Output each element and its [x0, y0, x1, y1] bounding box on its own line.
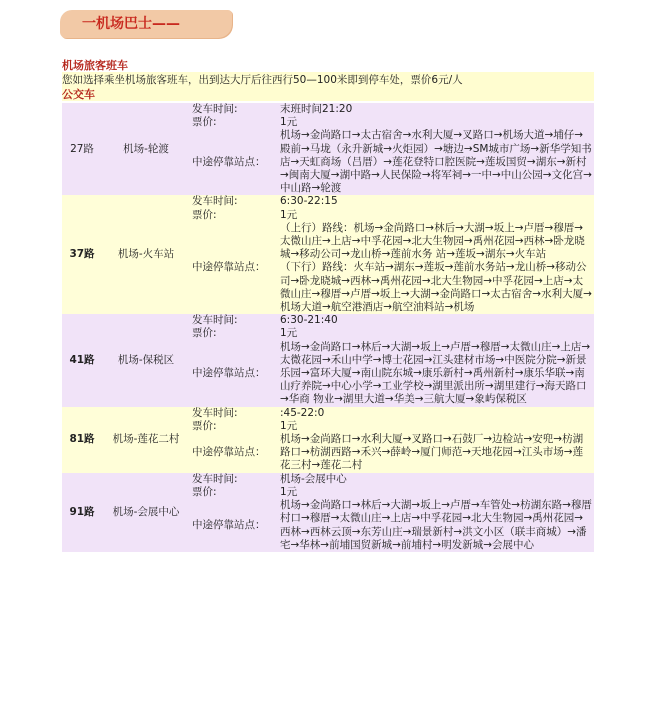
depart-time: :45-22:0: [278, 407, 594, 420]
table-row: [62, 195, 594, 208]
route-name: 机场-会展中心: [102, 473, 190, 552]
depart-time: 6:30-21:40: [278, 314, 594, 327]
section-banner: 一机场巴士——: [60, 10, 232, 38]
route-name: 机场-轮渡: [102, 103, 190, 195]
stops-label: 中途停靠站点：: [190, 129, 278, 195]
bus-routes-table: [62, 103, 594, 552]
depart-label: 发车时间:: [190, 195, 278, 208]
table-row: [62, 473, 594, 486]
stops-down-value: （下行）路线：火车站→湖东→莲坂→莲前水务站→龙山桥→移动公司→卧龙晓城→西林→禹州花园→北大生物园→中孚花园→上店→太微山庄→穆厝→卢厝→坂上→大湖→金尚路口→太古宿舍→水利大厦→机场大道→航空港酒店→航空油料站→机场: [278, 261, 594, 314]
stops-up-value: （上行）路线：机场→金尚路口→林后→大湖→坂上→卢厝→穆厝→太微山庄→上店→中孚花园→北大生物园→禹州花园→西林→卧龙晓城→移动公司→龙山桥→莲前水务 站→莲坂→湖东→火车站: [278, 222, 594, 262]
stops-label: 中途停靠站点：: [190, 433, 278, 473]
fare-label: 票价:: [190, 327, 278, 340]
fare-label: 票价:: [190, 116, 278, 129]
stops-label: 中途停靠站点：: [190, 222, 278, 314]
fare-value: 1元: [278, 327, 594, 340]
fare-value: 1元: [278, 209, 594, 222]
fare-label: 票价:: [190, 420, 278, 433]
depart-label: 发车时间:: [190, 407, 278, 420]
stops-value: 机场→金尚路口→林后→大湖→坂上→卢厝→穆厝→太微山庄→上店→太微花园→禾山中学→博士花园→江头建材市场→中医院分院→新景 乐园→富环大厦→南山院东城→康乐新村→禹州新村→康乐华联→南山疗养院→中心小学→工业学校→湖里派出所→湖里建行→海天路口→华商 物业→湖里大道→华美→三航大厦→象屿保税区: [278, 341, 594, 407]
stops-value: 机场→金尚路口→林后→大湖→坂上→卢厝→车管处→枋湖东路→穆厝村口→穆厝→太微山庄→上店→中孚花园→北大生物园→禹州花园→西林→西林云顶→东芳山庄→瑞景新村→洪文小区（联丰商城）→潘宅→华林→前埔国贸新城→前埔村→明发新城→会展中心: [278, 499, 594, 552]
route-name: 机场-火车站: [102, 195, 190, 314]
depart-time: 末班时间21:20: [278, 103, 594, 116]
stops-value: 机场→金尚路口→太古宿舍→水利大厦→叉路口→机场大道→埔仔→殿前→马垅（永升新城→火炬园）→塘边→SM城市广场→新华学知书店→天虹商场（吕厝）→莲花登特口腔医院→莲坂国贸→湖东→新村→闽南大厦→湖中路→人民保险→将军祠→一中→中山公园→文化宫→中山路→轮渡: [278, 129, 594, 195]
stops-label: 中途停靠站点：: [190, 499, 278, 552]
stops-value: 机场→金尚路口→水利大厦→叉路口→石鼓厂→边检站→安兜→枋湖路口→枋湖西路→禾兴→薛岭→厦门师范→天地花园→江头市场→莲花三村→莲花二村: [278, 433, 594, 473]
fare-value: 1元: [278, 116, 594, 129]
table-row: [62, 407, 594, 420]
route-number: 81路: [62, 407, 102, 473]
route-number: 41路: [62, 314, 102, 406]
stops-label: 中途停靠站点：: [190, 341, 278, 407]
airport-shuttle-title: 机场旅客班车: [62, 59, 128, 72]
public-bus-title: 公交车: [62, 88, 594, 101]
airport-shuttle-description: 您如选择乘坐机场旅客班车，出到达大厅后往西行50—100米即到停车处，票价6元/人: [62, 72, 594, 88]
fare-label: 票价:: [190, 209, 278, 222]
route-number: 91路: [62, 473, 102, 552]
route-number: 37路: [62, 195, 102, 314]
route-number: 27路: [62, 103, 102, 195]
table-row: [62, 103, 594, 116]
fare-value: 1元: [278, 420, 594, 433]
fare-value: 1元: [278, 486, 594, 499]
depart-time: 6:30-22:15: [278, 195, 594, 208]
depart-label: 发车时间:: [190, 473, 278, 486]
depart-label: 发车时间:: [190, 314, 278, 327]
fare-label: 票价:: [190, 486, 278, 499]
depart-label: 发车时间:: [190, 103, 278, 116]
depart-time: 机场-会展中心: [278, 473, 594, 486]
route-name: 机场-莲花二村: [102, 407, 190, 473]
route-name: 机场-保税区: [102, 314, 190, 406]
table-row: [62, 314, 594, 327]
